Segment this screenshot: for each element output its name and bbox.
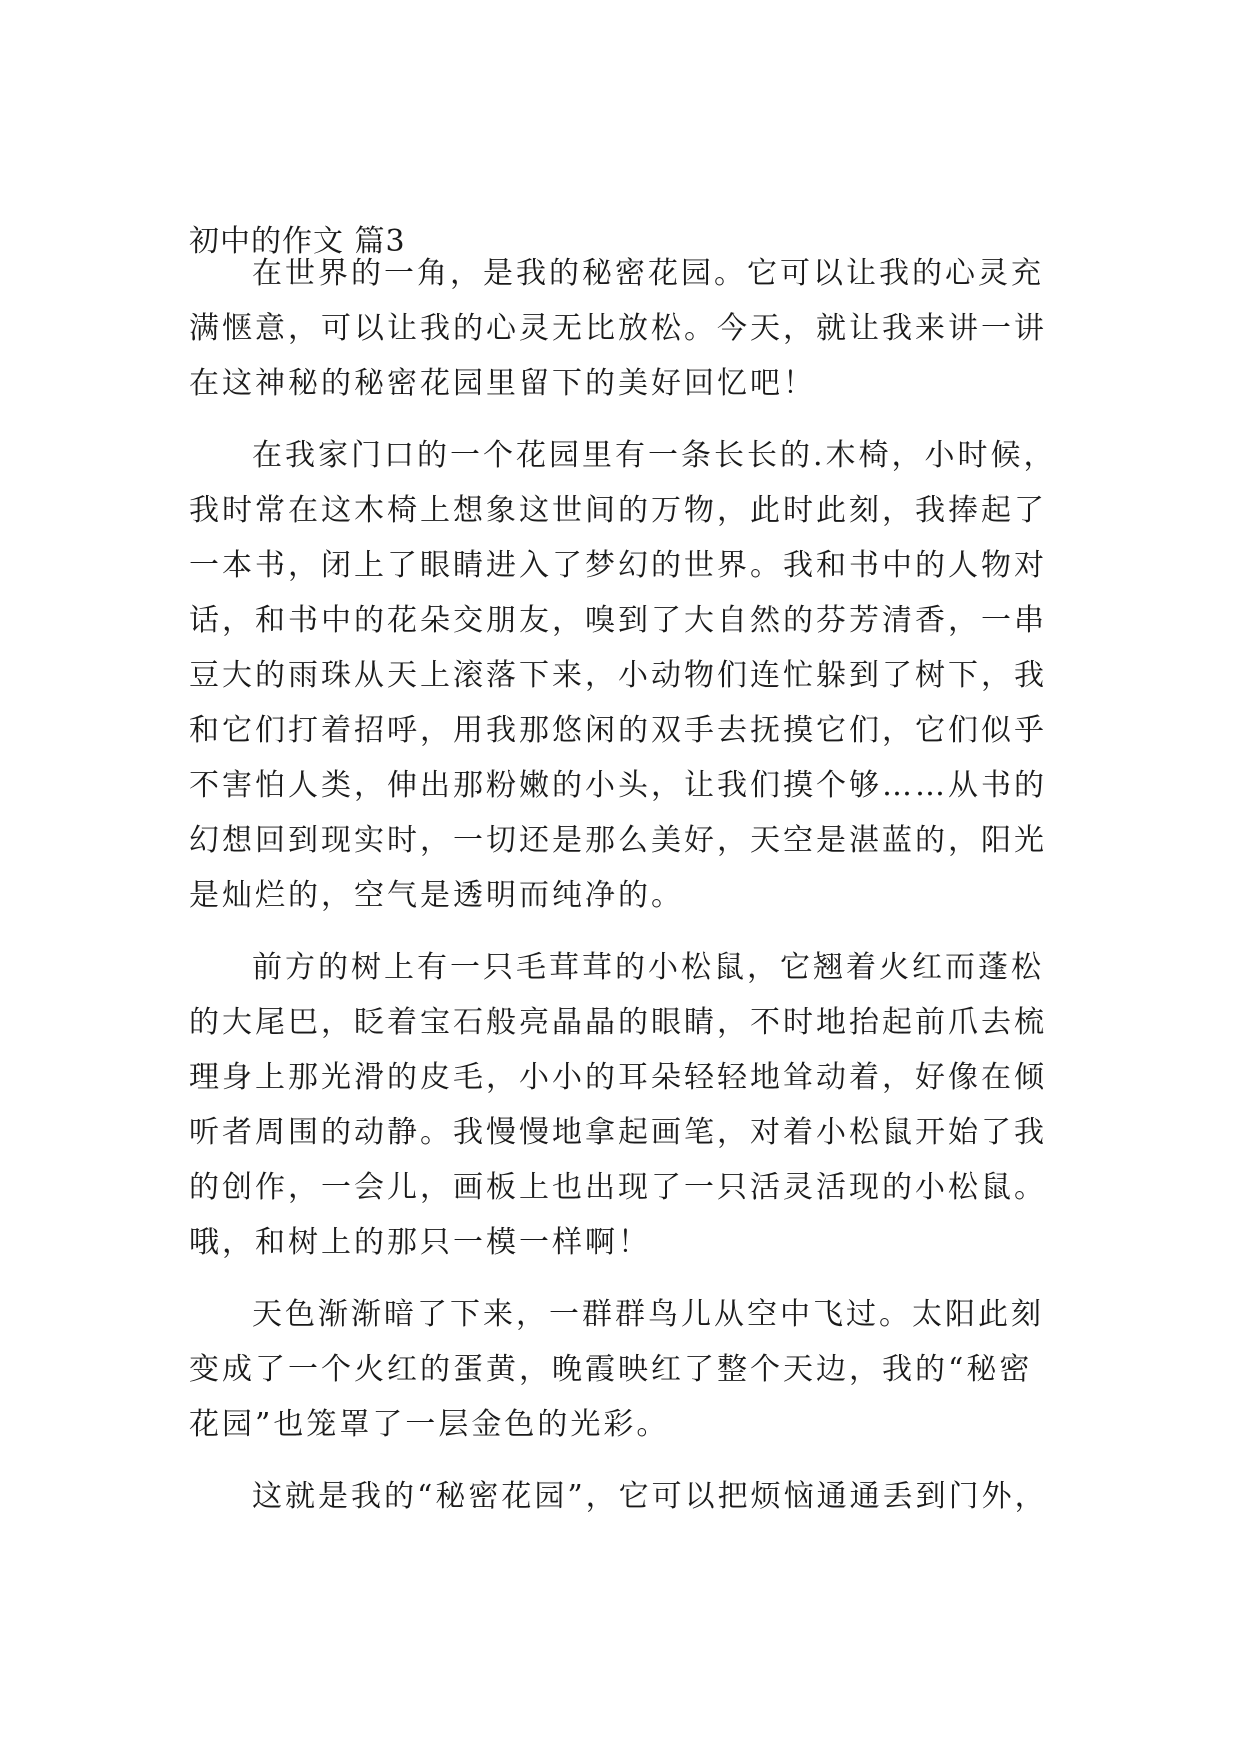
text-line: 变成了一个火红的蛋黄，晚霞映红了整个天边，我的“秘密 (189, 1352, 1033, 1387)
text-line: 的大尾巴，眨着宝石般亮晶晶的眼睛，不时地抬起前爪去梳 (189, 1005, 1047, 1040)
text-line: 理身上那光滑的皮毛，小小的耳朵轻轻地耸动着，好像在倾 (189, 1060, 1047, 1095)
document-title: 初中的作文 篇3 (189, 224, 406, 259)
text-line: 和它们打着招呼，用我那悠闲的双手去抚摸它们，它们似乎 (189, 713, 1047, 748)
text-line: 是灿烂的，空气是透明而纯净的。 (189, 878, 684, 913)
text-line: 天色渐渐暗了下来，一群群鸟儿从空中飞过。太阳此刻 (252, 1297, 1044, 1332)
text-line: 我时常在这木椅上想象这世间的万物，此时此刻，我捧起了 (189, 493, 1047, 528)
text-line: 前方的树上有一只毛茸茸的小松鼠，它翘着火红而蓬松 (252, 950, 1044, 985)
text-line: 不害怕人类，伸出那粉嫩的小头，让我们摸个够……从书的 (189, 768, 1047, 803)
text-line: 幻想回到现实时，一切还是那么美好，天空是湛蓝的，阳光 (189, 823, 1047, 858)
text-line: 花园”也笼罩了一层金色的光彩。 (189, 1407, 670, 1442)
text-line: 豆大的雨珠从天上滚落下来，小动物们连忙躲到了树下，我 (189, 658, 1047, 693)
text-line: 在世界的一角，是我的秘密花园。它可以让我的心灵充 (252, 256, 1044, 291)
text-line: 一本书，闭上了眼睛进入了梦幻的世界。我和书中的人物对 (189, 548, 1047, 583)
text-line: 话，和书中的花朵交朋友，嗅到了大自然的芬芳清香，一串 (189, 603, 1047, 638)
text-line: 在这神秘的秘密花园里留下的美好回忆吧！ (189, 366, 816, 401)
text-line: 这就是我的“秘密花园”，它可以把烦恼通通丢到门外， (252, 1479, 1048, 1514)
text-line: 的创作，一会儿，画板上也出现了一只活灵活现的小松鼠。 (189, 1170, 1047, 1205)
text-line: 听者周围的动静。我慢慢地拿起画笔，对着小松鼠开始了我 (189, 1115, 1047, 1150)
text-line: 哦，和树上的那只一模一样啊！ (189, 1225, 651, 1260)
text-line: 在我家门口的一个花园里有一条长长的.木椅，小时候， (252, 438, 1057, 473)
text-line: 满惬意，可以让我的心灵无比放松。今天，就让我来讲一讲 (189, 311, 1047, 346)
